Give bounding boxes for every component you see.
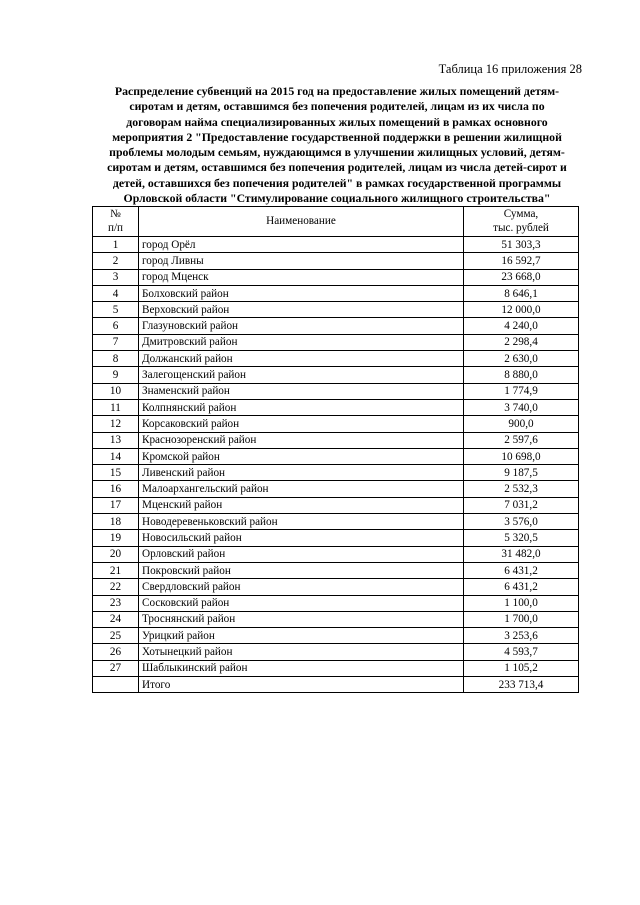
row-number-cell: 22 [93,579,139,595]
title-line: детей, оставшихся без попечения родителей" в рамках государственной программы [112,175,562,190]
row-sum-cell: 23 668,0 [464,269,579,285]
column-header-sum [464,207,579,237]
row-name-cell: Краснозоренский район [139,432,464,448]
row-number-cell: 8 [93,351,139,367]
row-name-cell: Малоархангельский район [139,481,464,497]
table-row [93,530,579,546]
row-sum-cell: 51 303,3 [464,237,579,253]
table-row [93,562,579,578]
row-number-cell: 13 [93,432,139,448]
row-sum-cell: 5 320,5 [464,530,579,546]
title-line: договорам найма специализированных жилых помещений в рамках основного [126,114,548,129]
title-line: мероприятия 2 "Предоставление государственной поддержки в решении жилищной [112,129,562,144]
row-sum-cell: 12 000,0 [464,302,579,318]
title-line: Распределение субвенций на 2015 год на предоставление жилых помещений детям- [114,84,560,98]
row-name-cell: город Орёл [139,237,464,253]
column-header-number-line1: № [110,208,121,220]
total-number-cell [93,677,139,693]
column-header-sum-line2: тыс. рублей [493,221,549,234]
table-row [93,318,579,334]
annex-label: Таблица 16 приложения 28 [438,62,582,76]
row-number-cell: 18 [93,514,139,530]
row-sum-cell: 6 431,2 [464,562,579,578]
row-sum-cell: 1 100,0 [464,595,579,611]
table-row [93,465,579,481]
row-sum-cell: 8 646,1 [464,285,579,301]
row-sum-cell: 2 630,0 [464,351,579,367]
row-sum-cell: 1 774,9 [464,383,579,399]
subsidy-table [92,206,579,693]
table-row [93,497,579,513]
row-number-cell: 26 [93,644,139,660]
table-row [93,595,579,611]
row-number-cell: 3 [93,269,139,285]
row-name-cell: Корсаковский район [139,416,464,432]
row-number-cell: 23 [93,595,139,611]
row-name-cell: Глазуновский район [139,318,464,334]
title-line: сиротам и детям, оставшимся без попечения родителей, лицам из их числа по [129,99,545,114]
row-sum-cell: 2 597,6 [464,432,579,448]
row-name-cell: город Мценск [139,269,464,285]
row-name-cell: Хотынецкий район [139,644,464,660]
row-sum-cell: 3 253,6 [464,628,579,644]
row-number-cell: 5 [93,302,139,318]
row-sum-cell: 6 431,2 [464,579,579,595]
table-row [93,269,579,285]
row-name-cell: Колпнянский район [139,399,464,415]
table-row [93,514,579,530]
row-name-cell: Верховский район [139,302,464,318]
column-header-sum-line1: Сумма, [503,208,539,220]
row-sum-cell: 900,0 [464,416,579,432]
row-sum-cell: 10 698,0 [464,448,579,464]
total-sum-cell: 233 713,4 [464,677,579,693]
row-number-cell: 10 [93,383,139,399]
title-line: Орловской области "Стимулирование социального жилищного строительства" [123,191,551,206]
row-number-cell: 21 [93,562,139,578]
row-name-cell: Дмитровский район [139,334,464,350]
row-number-cell: 27 [93,660,139,676]
row-sum-cell: 3 740,0 [464,399,579,415]
table-row [93,432,579,448]
row-name-cell: Орловский район [139,546,464,562]
row-sum-cell: 2 298,4 [464,334,579,350]
row-name-cell: Сосковский район [139,595,464,611]
row-name-cell: Новосильский район [139,530,464,546]
table-row [93,644,579,660]
table-header-row [93,207,579,237]
row-name-cell: город Ливны [139,253,464,269]
row-sum-cell: 8 880,0 [464,367,579,383]
title-line: проблемы молодым семьям, нуждающимся в улучшении жилищных условий, детям- [109,145,565,160]
table-row [93,448,579,464]
row-sum-cell: 4 593,7 [464,644,579,660]
table-row [93,399,579,415]
row-number-cell: 15 [93,465,139,481]
row-number-cell: 19 [93,530,139,546]
row-sum-cell: 1 105,2 [464,660,579,676]
row-number-cell: 11 [93,399,139,415]
table-row [93,253,579,269]
row-name-cell: Болховский район [139,285,464,301]
row-name-cell: Кромской район [139,448,464,464]
column-header-number [93,207,139,237]
table-row [93,628,579,644]
table-row [93,237,579,253]
row-sum-cell: 16 592,7 [464,253,579,269]
row-name-cell: Знаменский район [139,383,464,399]
row-name-cell: Должанский район [139,351,464,367]
column-header-number-line2: п/п [107,221,124,234]
table-body [93,237,579,677]
row-number-cell: 12 [93,416,139,432]
total-label-cell: Итого [139,677,464,693]
row-number-cell: 17 [93,497,139,513]
row-name-cell: Покровский район [139,562,464,578]
row-number-cell: 25 [93,628,139,644]
row-number-cell: 2 [93,253,139,269]
document-title [86,84,588,206]
row-name-cell: Шаблыкинский район [139,660,464,676]
row-name-cell: Новодеревеньковский район [139,514,464,530]
row-name-cell: Урицкий район [139,628,464,644]
table-row [93,546,579,562]
row-number-cell: 4 [93,285,139,301]
table-row [93,367,579,383]
row-sum-cell: 4 240,0 [464,318,579,334]
row-sum-cell: 9 187,5 [464,465,579,481]
table-row [93,383,579,399]
row-name-cell: Свердловский район [139,579,464,595]
row-sum-cell: 2 532,3 [464,481,579,497]
row-number-cell: 1 [93,237,139,253]
table-row [93,611,579,627]
row-sum-cell: 7 031,2 [464,497,579,513]
row-name-cell: Мценский район [139,497,464,513]
row-number-cell: 9 [93,367,139,383]
row-sum-cell: 1 700,0 [464,611,579,627]
row-number-cell: 16 [93,481,139,497]
row-sum-cell: 3 576,0 [464,514,579,530]
table-row [93,351,579,367]
column-header-name: Наименование [139,207,464,237]
row-number-cell: 24 [93,611,139,627]
table-total-row [93,677,579,693]
row-name-cell: Ливенский район [139,465,464,481]
table-row [93,660,579,676]
table-row [93,481,579,497]
row-number-cell: 20 [93,546,139,562]
row-number-cell: 14 [93,448,139,464]
title-line: сиротам и детям, оставшимся без попечения родителей, лицам из числа детей-сирот и [107,160,567,175]
row-name-cell: Залегощенский район [139,367,464,383]
row-number-cell: 7 [93,334,139,350]
row-sum-cell: 31 482,0 [464,546,579,562]
table-row [93,302,579,318]
table-row [93,334,579,350]
row-name-cell: Троснянский район [139,611,464,627]
table-row [93,285,579,301]
row-number-cell: 6 [93,318,139,334]
table-row [93,416,579,432]
table-row [93,579,579,595]
